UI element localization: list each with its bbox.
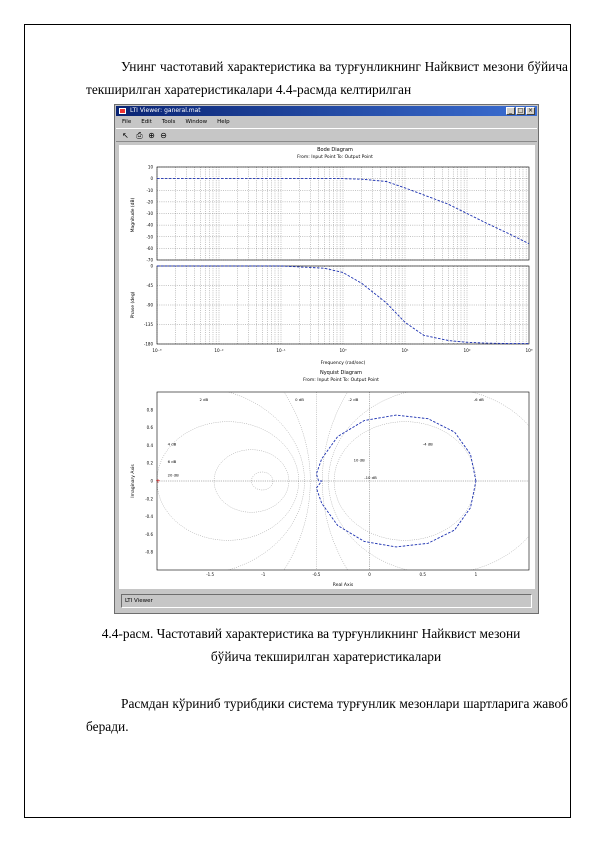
- nyquist-grid-label: -2 dB: [348, 396, 359, 402]
- nyquist-title: Nyquist Diagram: [319, 370, 363, 376]
- nyquist-x-tick-label: -1.5: [206, 572, 215, 577]
- nyquist-grid-label: 0 dB: [295, 396, 304, 402]
- phase-tick-label: -45: [146, 283, 153, 288]
- phase-tick-label: -135: [143, 322, 153, 327]
- menu-edit[interactable]: Edit: [141, 119, 152, 125]
- magnitude-tick-labels: [146, 165, 153, 263]
- nyquist-x-tick-label: -1: [261, 572, 266, 577]
- menu-window[interactable]: Window: [185, 119, 208, 125]
- bode-subtitle: From: Input Point To: Output Point: [297, 155, 373, 160]
- nyquist-grid-label: -6 dB: [473, 396, 484, 402]
- zoom-out-icon[interactable]: ⊖: [160, 131, 167, 140]
- freq-tick-label: 10¹: [401, 348, 409, 353]
- phase-ylabel: Phase (deg): [131, 291, 136, 319]
- freq-tick-label: 10⁻²: [214, 348, 224, 353]
- mag-tick-label: 10: [147, 164, 153, 170]
- nyquist-y-tick-label: 0.2: [146, 460, 153, 466]
- menu-help[interactable]: Help: [217, 119, 230, 125]
- mag-tick-label: -20: [146, 199, 153, 205]
- nyquist-x-tick-label: 1: [474, 572, 478, 577]
- mag-tick-label: 0: [150, 176, 153, 182]
- zoom-in-icon[interactable]: ⊕: [148, 131, 155, 140]
- freq-tick-label: 10⁰: [339, 348, 347, 353]
- nyquist-grid: [119, 283, 535, 589]
- nyquist-x-tick-label: 0.5: [419, 572, 426, 577]
- select-cursor-icon[interactable]: ↖: [122, 131, 129, 140]
- app-icon: [119, 108, 126, 114]
- intro-paragraph: Унинг частотавий характеристика ва турғунликнинг Найквист мезони бўйича текширилган харатеристикалари 4.4-расмда келтирилган: [86, 59, 568, 97]
- nyquist-y-tick-label: 0.4: [146, 442, 153, 448]
- freq-tick-label: 10⁻¹: [276, 348, 286, 353]
- figure-caption-line-1: 4.4-расм. Частотавий характеристика ва турғунликнинг Найквист мезони: [101, 626, 521, 641]
- nyquist-y-tick-label: -0.4: [145, 514, 153, 520]
- nyquist-xlabel: Real Axis: [332, 583, 354, 588]
- toolbar: [116, 128, 537, 142]
- window-title: LTI Viewer: ganeral.mat: [130, 107, 201, 114]
- nyquist-grid-label: -10 dB: [364, 475, 377, 481]
- nyquist-m-circle: [119, 290, 310, 589]
- freq-tick-label: 10³: [525, 348, 533, 353]
- phase-tick-label: -90: [146, 302, 153, 308]
- phase-tick-label: -180: [143, 341, 153, 347]
- bode-title: Bode Diagram: [317, 147, 353, 153]
- plot-area: [119, 145, 535, 589]
- status-text: LTI Viewer: [125, 598, 153, 604]
- nyquist-y-tick-label: -0.2: [145, 496, 153, 502]
- nyquist-y-tick-label: -0.8: [145, 549, 153, 555]
- maximize-button[interactable]: □: [517, 107, 524, 114]
- plots-svg: [119, 145, 535, 589]
- mag-tick-label: -30: [146, 211, 153, 216]
- close-button[interactable]: ×: [527, 107, 534, 114]
- freq-tick-label: 10²: [463, 348, 471, 353]
- mag-tick-label: -40: [146, 222, 153, 228]
- mag-tick-label: -10: [146, 187, 153, 193]
- nyquist-grid-label: 2 dB: [199, 396, 209, 402]
- critical-point-marker: +: [155, 478, 161, 485]
- nyquist-ylabel: Imaginary Axis: [131, 464, 136, 498]
- phase-tick-labels: [144, 264, 154, 347]
- nyquist-y-tick-label: 0.6: [146, 425, 153, 431]
- menubar: [116, 117, 537, 127]
- nyquist-y-tick-label: 0: [150, 478, 153, 484]
- nyquist-grid-label: 20 dB: [167, 472, 179, 478]
- nyquist-tick-labels: [145, 407, 477, 577]
- print-icon[interactable]: ⎙: [136, 131, 143, 140]
- window-titlebar[interactable]: [116, 106, 537, 116]
- nyquist-y-tick-label: 0.8: [146, 407, 153, 413]
- nyquist-grid-labels: [168, 397, 485, 480]
- minimize-button[interactable]: _: [506, 107, 515, 115]
- mag-tick-label: -50: [146, 234, 153, 240]
- menu-file[interactable]: File: [122, 119, 132, 125]
- nyquist-y-tick-label: -0.6: [145, 531, 153, 537]
- magnitude-grid: [157, 167, 529, 260]
- bode-xlabel: Frequency (rad/sec): [320, 361, 366, 366]
- freq-tick-label: 10⁻³: [152, 348, 162, 353]
- menu-tools[interactable]: Tools: [161, 119, 176, 125]
- conclusion-paragraph: Расмдан кўриниб турибдики система турғунлик мезонлари шартларига жавоб беради.: [86, 696, 568, 734]
- nyquist-grid-label: 4 dB: [167, 441, 177, 447]
- phase-tick-label: 0: [150, 263, 153, 269]
- statusbar: [121, 594, 532, 608]
- nyquist-subtitle: From: Input Point To: Output Point: [303, 378, 379, 383]
- magnitude-ylabel: Magnitude (dB): [131, 197, 136, 233]
- nyquist-x-tick-label: -0.5: [312, 572, 321, 577]
- nyquist-grid-label: 10 dB: [353, 457, 365, 463]
- nyquist-grid-label: 6 dB: [167, 459, 177, 465]
- nyquist-x-tick-label: 0: [368, 572, 371, 577]
- nyquist-grid-label: -4 dB: [422, 441, 433, 447]
- mag-tick-label: -60: [146, 245, 153, 251]
- figure-caption-line-2: бўйича текширилган харатеристикалари: [210, 649, 442, 664]
- phase-grid: [157, 266, 529, 344]
- frequency-tick-labels: [152, 348, 532, 353]
- lti-viewer-window: [114, 104, 539, 614]
- mag-tick-label: -70: [146, 257, 153, 263]
